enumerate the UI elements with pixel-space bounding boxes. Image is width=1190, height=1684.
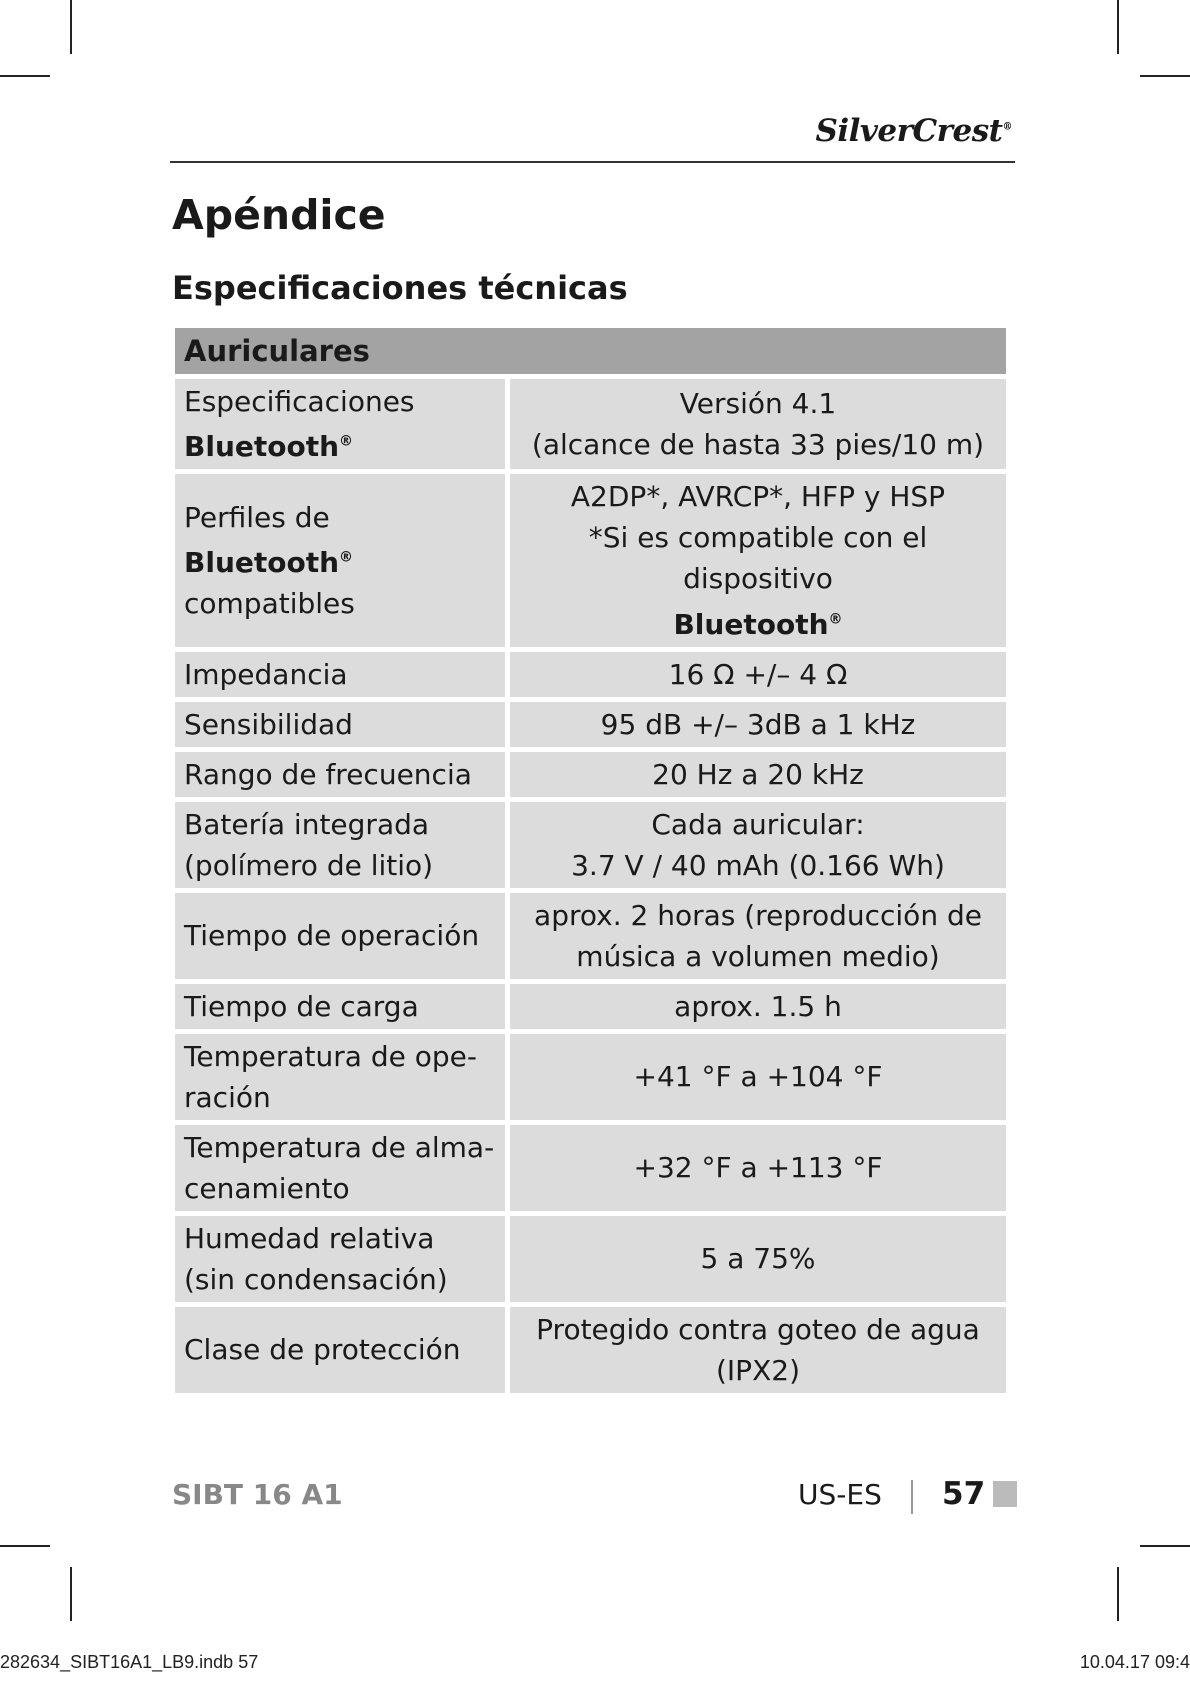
crop-mark: [70, 1567, 72, 1621]
table-row: [175, 1307, 1006, 1393]
table-row: [175, 893, 1006, 979]
table-row: [175, 474, 1006, 646]
spec-label: Sensibilidad: [175, 702, 505, 747]
table-row: [175, 984, 1006, 1029]
spec-value: Versión 4.1 (alcance de hasta 33 pies/10 m): [510, 379, 1006, 469]
spec-label: Tiempo de carga: [175, 984, 505, 1029]
crop-mark: [1117, 1567, 1119, 1621]
table-row: [175, 752, 1006, 797]
spec-value: A2DP*, AVRCP*, HFP y HSP *Si es compatible con el dispositivo Bluetooth®: [510, 474, 1006, 646]
spec-label: Especificaciones Bluetooth®: [175, 379, 505, 469]
section-title: Especificaciones técnicas: [172, 269, 628, 307]
crop-mark: [0, 1545, 50, 1547]
table-row: [175, 802, 1006, 888]
spec-value: Cada auricular: 3.7 V / 40 mAh (0.166 Wh): [510, 802, 1006, 888]
table-row: [175, 702, 1006, 747]
header-rule: [170, 161, 1015, 163]
spec-value: +32 °F a +113 °F: [510, 1125, 1006, 1211]
bluetooth-mark: Bluetooth®: [673, 607, 843, 641]
spec-label: Temperatura de alma- cenamiento: [175, 1125, 505, 1211]
crop-mark: [70, 0, 72, 54]
spec-label: Rango de frecuencia: [175, 752, 505, 797]
spec-label: Clase de protección: [175, 1307, 505, 1393]
spec-label: Impedancia: [175, 652, 505, 697]
spec-label: Humedad relativa (sin condensación): [175, 1216, 505, 1302]
spec-label: Tiempo de operación: [175, 893, 505, 979]
footer-language: US-ES: [798, 1478, 882, 1511]
spec-value: 20 Hz a 20 kHz: [510, 752, 1006, 797]
page-title: Apéndice: [172, 191, 386, 239]
spec-value: 16 Ω +/– 4 Ω: [510, 652, 1006, 697]
table-row: [175, 1216, 1006, 1302]
spec-table: [170, 323, 1011, 1398]
spec-value: Protegido contra goteo de agua (IPX2): [510, 1307, 1006, 1393]
table-header: Auriculares: [175, 328, 1006, 374]
page-number: 57: [942, 1476, 986, 1512]
spec-value: 5 a 75%: [510, 1216, 1006, 1302]
table-row: [175, 1034, 1006, 1120]
table-row: [175, 652, 1006, 697]
crop-mark: [1140, 75, 1190, 77]
spec-label: Perfiles de Bluetooth® compatibles: [175, 474, 505, 646]
table-row: [175, 1125, 1006, 1211]
crop-mark: [1140, 1545, 1190, 1547]
spec-value: 95 dB +/– 3dB a 1 kHz: [510, 702, 1006, 747]
spec-label: Batería integrada (polímero de litio): [175, 802, 505, 888]
bluetooth-mark: Bluetooth®: [184, 430, 354, 464]
spec-label: Temperatura de ope- ración: [175, 1034, 505, 1120]
footer-model: SIBT 16 A1: [172, 1478, 343, 1511]
crop-mark: [1117, 0, 1119, 54]
crop-mark: [0, 75, 50, 77]
table-row: [175, 379, 1006, 469]
page-marker-square: [993, 1481, 1017, 1507]
table-header-row: [175, 328, 1006, 374]
print-slug-file: 282634_SIBT16A1_LB9.indb 57: [0, 1652, 259, 1672]
bluetooth-mark: Bluetooth®: [184, 546, 354, 580]
spec-value: aprox. 1.5 h: [510, 984, 1006, 1029]
spec-value: aprox. 2 horas (reproducción de música a volumen medio): [510, 893, 1006, 979]
brand-logo: SilverCrest®: [815, 113, 1012, 149]
spec-value: +41 °F a +104 °F: [510, 1034, 1006, 1120]
footer-divider: [911, 1480, 913, 1514]
print-slug-date: 10.04.17 09:4: [1079, 1652, 1190, 1672]
